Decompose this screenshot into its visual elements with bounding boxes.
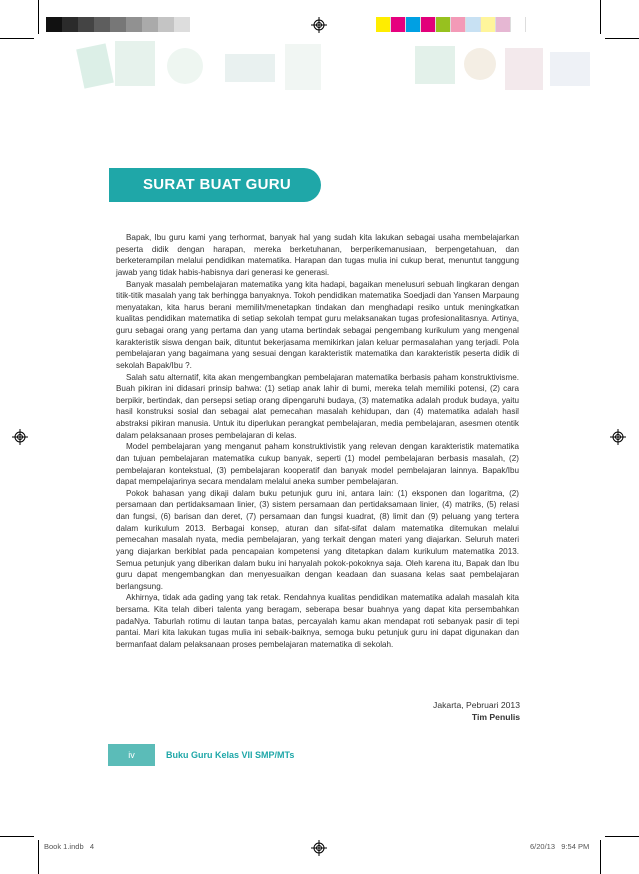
page-footer [108, 744, 308, 766]
gray-swatch [46, 17, 62, 32]
crop-mark [38, 840, 39, 874]
registration-mark-icon [311, 17, 327, 33]
registration-mark-icon [311, 840, 327, 856]
crop-mark [600, 840, 601, 874]
paragraph: Banyak masalah pembelajaran matematika yang kita hadapi, bagaikan menelusuri sebuah lingkaran dengan titik-titik masalah yang tak berhingga banyaknya. Tokoh pendidikan matematika Soedjadi dan Yansen Marpaung menyatakan, kita harus berani memilih/menetapkan tindakan dan menghadapi resiko untuk meningkatkan kualitas pendidikan matematika di setiap sekolah tempat guru melaksanakan tugas profesionalitasnya. Artinya, guru sebagai orang yang pertama dan yang utama bertindak sebagai pengembang kurikulum yang mengenal karakteristik siswa dengan baik, dituntut bekerjasama memikirkan jalan keluar permasalahan yang terjadi. Pola pembelajaran yang bagaimana yang sesuai dengan karakteristik matematika dan karakteristik peserta didik di sekolah Bapak/Ibu ?. [116, 279, 519, 370]
gray-swatch [142, 17, 158, 32]
letter-body [116, 232, 519, 651]
registration-mark-icon [610, 429, 626, 445]
crop-mark [605, 38, 639, 39]
section-title-banner [113, 168, 321, 202]
color-swatch [436, 17, 451, 32]
place-date: Jakarta, Pebruari 2013 [433, 700, 520, 710]
paragraph: Salah satu alternatif, kita akan mengembangkan pembelajaran matematika berbasis paham konstruktivisme. Buah pikiran ini didasari prinsip bahwa: (1) setiap anak lahir di bumi, mereka telah memiliki potensi, (2) cara berpikir, bertindak, dan persepsi setiap orang dipengaruhi budaya, (3) matematika adalah produk budaya, yaitu hasil konstruksi sosial dan sebagai alat pemecahan masalah kehidupan, dan (4) matematika adalah hasil abstraksi pikiran manusia. Untuk itu diperlukan perangkat pembelajaran, media pembelajaran, asesmen otentik dalam pelaksanaan proses pembelajaran di kelas. [116, 372, 519, 440]
page-title: SURAT BUAT GURU [142, 176, 292, 193]
registration-mark-icon [12, 429, 28, 445]
page-number: iv [128, 750, 135, 760]
gray-swatch [174, 17, 190, 32]
gray-swatch [126, 17, 142, 32]
crop-mark [38, 0, 39, 34]
color-swatch [496, 17, 511, 32]
signatory-name: Tim Penulis [471, 711, 520, 722]
color-swatch [511, 17, 526, 32]
gray-swatch [110, 17, 126, 32]
gray-swatch [94, 17, 110, 32]
color-swatch [376, 17, 391, 32]
gray-swatch [78, 17, 94, 32]
file-slug: Book 1.indb 4 [44, 842, 95, 851]
crop-mark [600, 0, 601, 34]
gray-swatch [158, 17, 174, 32]
crop-mark [605, 836, 639, 837]
header-illustration [40, 36, 600, 98]
gray-swatch [62, 17, 78, 32]
color-swatch [421, 17, 436, 32]
signature-block [320, 700, 520, 723]
crop-mark [0, 38, 34, 39]
paragraph: Pokok bahasan yang dikaji dalam buku petunjuk guru ini, antara lain: (1) eksponen dan logaritma, (2) persamaan dan pertidaksamaan linier, (3) sistem persamaan dan pertidaksamaan linier, (4) matriks, (5) relasi dan fungsi, (6) barisan dan deret, (7) persamaan dan fungsi kuadrat, (8) limit dan (9) peluang yang tertera dalam kurikulum 2013. Berbagai konsep, aturan dan sifat-sifat dalam matematika ditemukan melalui pemecahan masalah nyata, media pembelajaran, yang terkait dengan materi yang diajarkan. Seluruh materi yang diajarkan berkiblat pada pencapaian kompetensi yang ditetapkan dalam kurikulum matematika 2013. Semua petunjuk yang diberikan dalam buku ini hanyalah pokok-pokoknya saja. Oleh karena itu, Bapak dan Ibu guru dapat mengembangkan dan menyesuaikan dengan keadaan dan suasana kelas saat pembelajaran berlangsung. [116, 488, 519, 591]
color-swatch [481, 17, 496, 32]
color-swatch [406, 17, 421, 32]
color-swatch [451, 17, 466, 32]
color-swatch [391, 17, 406, 32]
crop-mark [0, 836, 34, 837]
timestamp-slug: 6/20/13 9:54 PM [530, 842, 590, 851]
page-number-tab [108, 744, 155, 766]
color-swatch [466, 17, 481, 32]
book-title: Buku Guru Kelas VII SMP/MTs [166, 750, 295, 760]
paragraph: Akhirnya, tidak ada gading yang tak retak. Rendahnya kualitas pendidikan matematika adalah masalah kita bersama. Kita telah diberi talenta yang beragam, seberapa besar buahnya yang dapat kita persembahkan padaNya. Taburlah rotimu di lautan tanpa batas, percayalah kamu akan mendapat roti sebanyak pasir di tepi pantai. Mari kita lakukan tugas mulia ini sebaik-baiknya, semoga buku petunjuk guru ini dapat digunakan dan bermanfaat dalam pelaksanaan proses pembelajaran matematika di sekolah. [116, 593, 519, 649]
paragraph: Model pembelajaran yang menganut paham konstruktivistik yang relevan dengan karakteristik matematika dan tujuan pembelajaran matematika cukup banyak, seperti (1) model pembelajaran berbasis masalah, (2) pembelajaran kontekstual, (3) pembelajaran kooperatif dan banyak model pembelajaran lainnya. Bapak/Ibu dapat mempelajarinya secara mendalam melalui aneka sumber pembelajaran. [116, 442, 519, 487]
paragraph: Bapak, Ibu guru kami yang terhormat, banyak hal yang sudah kita lakukan sebagai usaha membelajarkan peserta didik dengan harapan, mereka berketuhanan, berperikemanusiaan, berpengetahuan, dan berketerampilan melalui pendidikan matematika. Harapan dan tugas mulia ini cukup berat, menuntut tanggung jawab yang tidak habis-habisnya dari generasi ke generasi. [116, 233, 519, 277]
